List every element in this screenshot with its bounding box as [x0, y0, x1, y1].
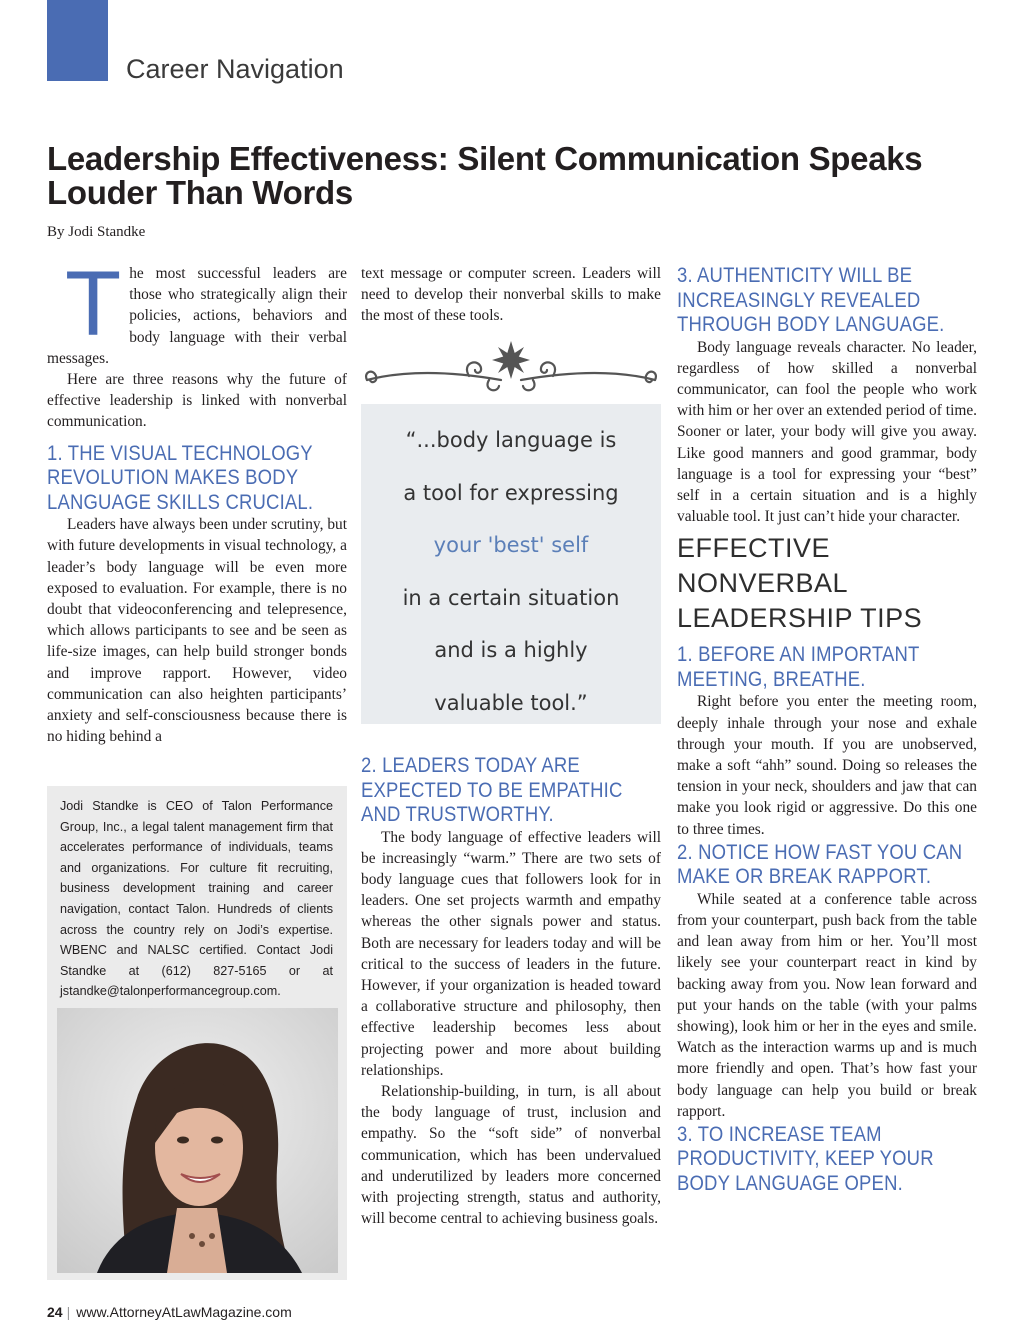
author-bio-box: [47, 786, 347, 1280]
article-title: Leadership Effectiveness: Silent Communication Speaks Louder Than Words: [47, 140, 923, 211]
footer-website: www.AttorneyAtLawMagazine.com: [76, 1304, 292, 1320]
byline: By Jodi Standke: [47, 224, 146, 240]
footer-separator: |: [66, 1304, 71, 1320]
quote-line-highlight: your 'best' self: [433, 533, 589, 557]
tips-heading: EFFECTIVE NONVERBAL LEADERSHIP TIPS: [677, 533, 923, 634]
section-label: Career Navigation: [126, 54, 344, 84]
quote-line: “...body language is: [405, 428, 617, 452]
subheading-3: 3. AUTHENTICITY WILL BE INCREASINGLY REVEALED THROUGH BODY LANGUAGE.: [677, 263, 945, 336]
quote-line: in a certain situation: [402, 585, 620, 610]
paragraph: The body language of effective leaders will be increasingly “warm.” There are two sets of body language cues that followers look for in leaders. One set projects warmth and empathy whereas the other signals power and status. Both are necessary for leaders today and will be critical to the success of leaders in the future. However, if your organization is headed toward a collaborative structure and philosophy, then effective leadership becomes less about projecting power and more about building relationships.: [361, 828, 661, 1079]
page-footer: [47, 1304, 292, 1320]
paragraph: Leaders have always been under scrutiny, but with future developments in visual technology, a leader’s body language will be even more exposed to evaluation. For example, there is no doubt that videoconferencing and telepresence, which allows participants to see and be seen as life-size images, can help build stronger bonds and improve rapport. However, video communication can also heighten participants’ anxiety and self-consciousness because there is no hiding behind a: [47, 516, 347, 746]
author-bio-text: Jodi Standke is CEO of Talon Performance Group, Inc., a legal talent management firm that accelerates performance of individuals, teams and organizations. For culture fit recruiting, business development training and career navigation, contact Talon. Hundreds of clients across the country rely on Jodi’s expertise. WBENC and NALSC certified. Contact Jodi Standke at (612) 827-5165 or at jstandke@talonperformancegroup.com.: [60, 799, 333, 999]
subheading-2: 2. LEADERS TODAY ARE EXPECTED TO BE EMPATHIC AND TRUSTWORTHY.: [361, 753, 623, 826]
column-2-top: [361, 263, 661, 327]
subheading-1: 1. THE VISUAL TECHNOLOGY REVOLUTION MAKES BODY LANGUAGE SKILLS CRUCIAL.: [47, 440, 314, 514]
paragraph: text message or computer screen. Leaders will need to develop their nonverbal skills to make the most of these tools.: [361, 265, 661, 325]
quote-line: and is a highly: [434, 638, 588, 662]
column-3: [677, 263, 977, 1195]
drop-cap: T: [65, 253, 122, 355]
paragraph: Here are three reasons why the future of effective leadership is linked with nonverbal communication.: [47, 371, 347, 431]
section-color-block: [47, 0, 108, 81]
paragraph: Body language reveals character. No leader, regardless of how skilled a nonverbal communicator, can fool the people who work with him or her over an extended period of time. Sooner or later, your body will give you away. Like good manners and good grammar, body language is a tool for expressing your “best” self in a certain situation and is a highly valuable tool. It just can’t hide your character.: [677, 338, 977, 526]
column-2-bottom: [361, 753, 661, 1229]
author-photo: [57, 1008, 338, 1273]
tip-heading-3: 3. TO INCREASE TEAM PRODUCTIVITY, KEEP YOUR BODY LANGUAGE OPEN.: [677, 1121, 934, 1195]
pull-quote: [361, 336, 661, 724]
paragraph: Right before you enter the meeting room, deeply inhale through your nose and exhale through your mouth. If you are unobserved, make a soft “ahh” sound. Doing so releases the tension in your neck, shoulders and jaw that can make you look rigid or aggressive. Do this one to three times.: [677, 693, 977, 838]
flourish-ornament-icon: [361, 336, 661, 404]
quote-line: valuable tool.”: [434, 690, 588, 715]
tip-heading-2: 2. NOTICE HOW FAST YOU CAN MAKE OR BREAK RAPPORT.: [677, 839, 963, 889]
paragraph: While seated at a conference table across from your counterpart, push back from the table and lean away from him or her. You’ll most likely see your counterpart react in kind by backing away from you. Now lean forward and put your hands on the table (with your palms showing), look him or her in the eyes and smile. Watch as the interaction warms up and is much more friendly and open. That’s how fast your body language can help you build or break rapport.: [677, 890, 977, 1120]
page-number: 24: [47, 1304, 63, 1320]
pull-quote-text: [361, 414, 661, 729]
quote-line: a tool for expressing: [403, 480, 619, 505]
intro-paragraph: he most successful leaders are those who strategically align their policies, actions, behaviors and body language with their verbal messages.: [47, 265, 347, 367]
column-1: [47, 253, 347, 747]
tip-heading-1: 1. BEFORE AN IMPORTANT MEETING, BREATHE.: [677, 642, 920, 691]
paragraph: Relationship-building, in turn, is all about the body language of trust, inclusion and empathy. So the “soft side” of nonverbal communication, which has been undervalued and underutilized by leaders more concerned with projecting strength, status and authority, will become central to achieving business goals.: [361, 1082, 661, 1228]
